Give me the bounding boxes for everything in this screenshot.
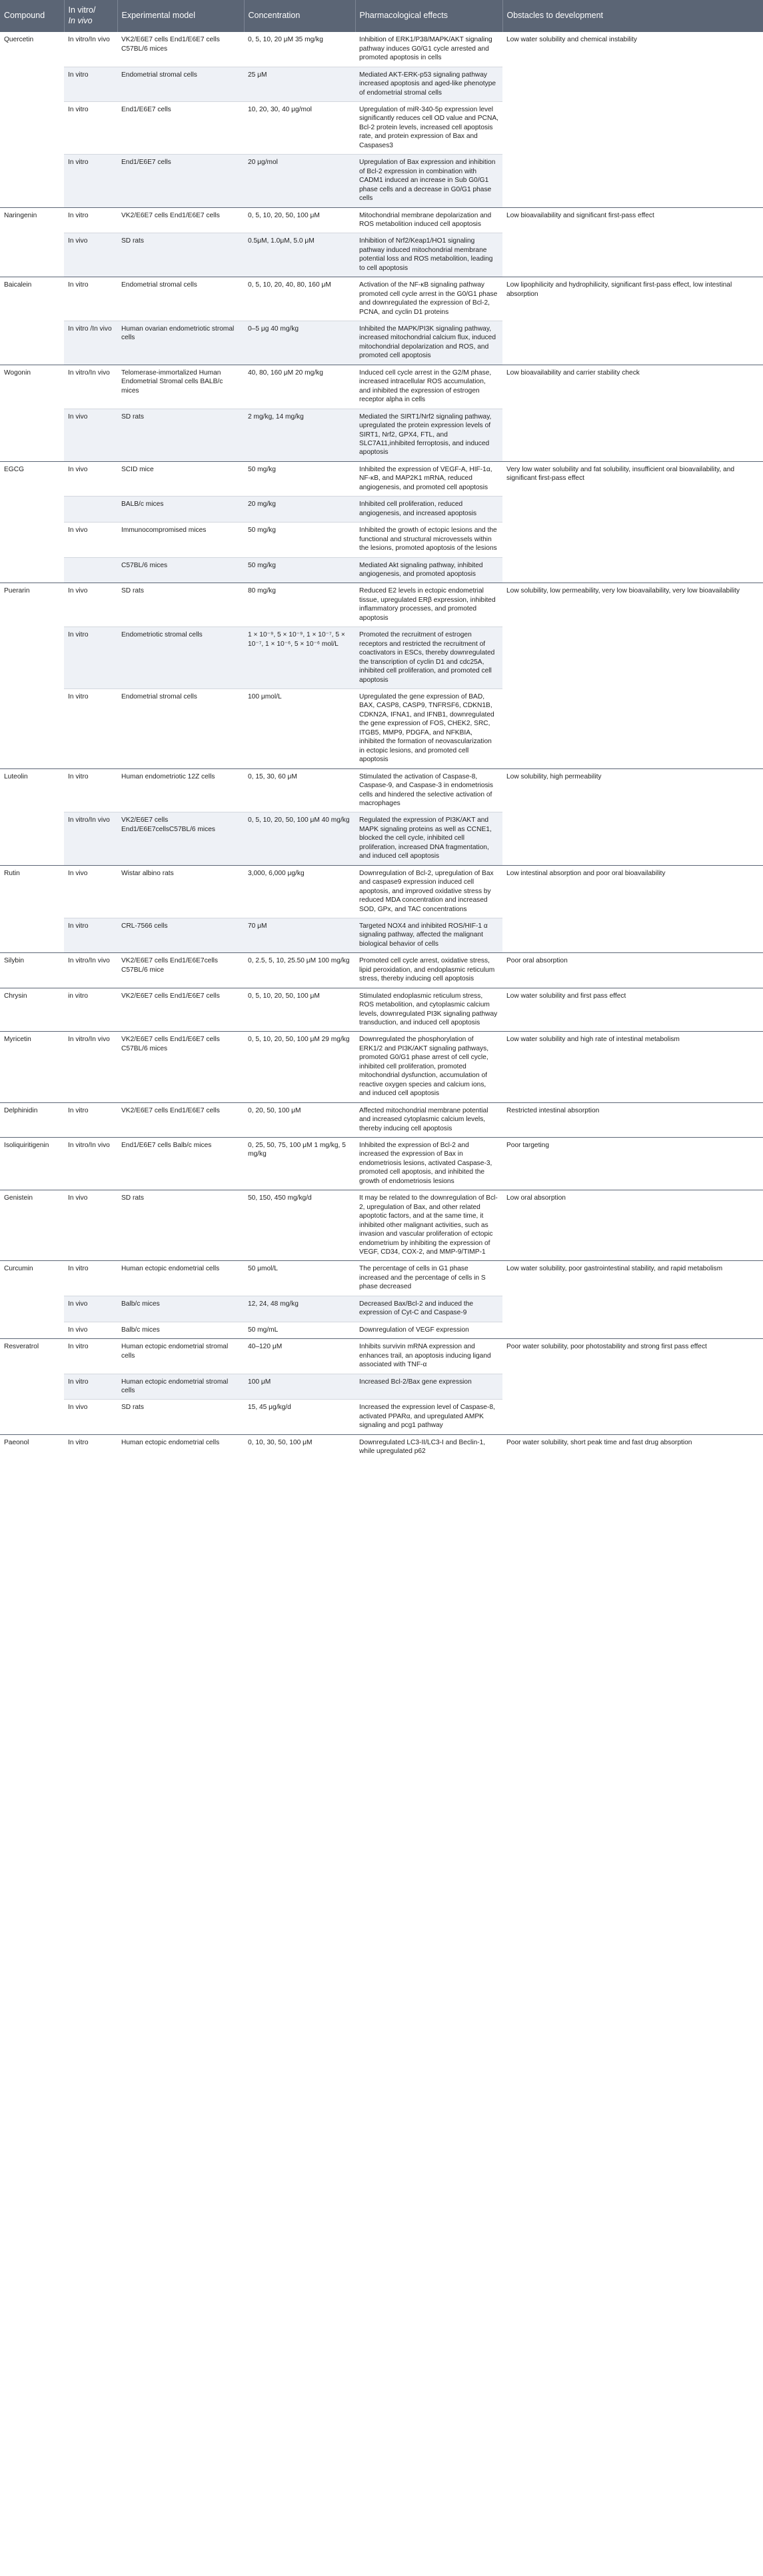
compound-cell: Isoliquiritigenin [0, 1138, 64, 1190]
model-cell: SD rats [117, 409, 244, 461]
invitro-cell: In vitro [64, 67, 117, 101]
invitro-cell: In vitro [64, 918, 117, 952]
effect-cell: Increased Bcl-2/Bax gene expression [355, 1374, 502, 1400]
invitro-cell: In vitro [64, 155, 117, 207]
effect-cell: Inhibited the MAPK/PI3K signaling pathway, increased mitochondrial calcium flux, induced mitochondrial depolarization and ROS, and promoted cell apoptosis [355, 321, 502, 365]
model-cell: Telomerase-immortalized Human Endometrial Stromal cells BALB/c mices [117, 365, 244, 409]
header-invitro-line1: In vitro/ [68, 5, 96, 15]
model-cell: VK2/E6E7 cells End1/E6E7 cells [117, 1102, 244, 1137]
table-row [0, 988, 763, 1032]
effect-cell: Mediated Akt signaling pathway, inhibited angiogenesis, and promoted apoptosis [355, 557, 502, 583]
invitro-cell [64, 557, 117, 583]
invitro-cell: In vitro [64, 207, 117, 233]
obstacle-cell: Restricted intestinal absorption [502, 1102, 763, 1137]
invitro-cell: In vitro [64, 1339, 117, 1374]
obstacle-cell: Low oral absorption [502, 1190, 763, 1261]
concentration-cell: 70 μM [244, 918, 355, 952]
concentration-cell: 0, 25, 50, 75, 100 μM 1 mg/kg, 5 mg/kg [244, 1138, 355, 1190]
table-body [0, 32, 763, 1460]
concentration-cell: 100 μmol/L [244, 688, 355, 768]
invitro-cell: In vivo [64, 461, 117, 496]
effect-cell: Downregulated the phosphorylation of ERK1/2 and PI3K/AKT signaling pathways, promoted G0/G1 phase arrest of cell cycle, inhibited cell proliferation, promoted mitochondrial dysfunction, accumulation of reactive oxygen species and calcium ions, and induced cell apoptosis [355, 1032, 502, 1102]
effect-cell: Upregulation of Bax expression and inhibition of Bcl-2 expression in combination with CADM1 induced an increase in Sub G0/G1 phase cells and a decrease in G0/G1 phase cells [355, 155, 502, 207]
invitro-cell: In vivo [64, 409, 117, 461]
effect-cell: Targeted NOX4 and inhibited ROS/HIF-1 α signaling pathway, affected the malignant biological behavior of cells [355, 918, 502, 952]
model-cell: SCID mice [117, 461, 244, 496]
concentration-cell: 0, 20, 50, 100 μM [244, 1102, 355, 1137]
table-row [0, 768, 763, 812]
compound-cell: Wogonin [0, 365, 64, 461]
invitro-cell: In vitro [64, 1261, 117, 1296]
effect-cell: Upregulated the gene expression of BAD, BAX, CASP8, CASP9, TNFRSF6, CDKN1B, CDKN2A, IFNA1, and IFNB1, downregulated the gene expression of FOS, CHEK2, SRC, ITGB5, MMP9, PDGFA, and NFKBIA, inhibited the formation of neovascularization in ectopic lesions, and promoted cell apoptosis [355, 688, 502, 768]
obstacle-cell: Low bioavailability and significant first-pass effect [502, 207, 763, 277]
model-cell: Human ectopic endometrial stromal cells [117, 1374, 244, 1400]
effect-cell: Promoted cell cycle arrest, oxidative stress, lipid peroxidation, and endoplasmic reticulum stress, thereby inducing cell apoptosis [355, 953, 502, 988]
model-cell: SD rats [117, 1400, 244, 1434]
concentration-cell: 3,000, 6,000 μg/kg [244, 865, 355, 918]
header-obstacles: Obstacles to development [502, 0, 763, 32]
compound-cell: Silybin [0, 953, 64, 988]
invitro-cell: In vitro/In vivo [64, 812, 117, 865]
invitro-cell: In vitro [64, 277, 117, 321]
compound-cell: Curcumin [0, 1261, 64, 1339]
concentration-cell: 1 × 10⁻⁹, 5 × 10⁻⁹, 1 × 10⁻⁷, 5 × 10⁻⁷, 1 × 10⁻⁶, 5 × 10⁻⁶ mol/L [244, 627, 355, 689]
effect-cell: Inhibited the growth of ectopic lesions and the functional and structural microvessels within the lesions, promoted apoptosis of the lesions [355, 523, 502, 557]
obstacle-cell: Poor water solubility, poor photostability and strong first pass effect [502, 1339, 763, 1435]
invitro-cell: In vitro [64, 768, 117, 812]
concentration-cell: 20 mg/kg [244, 497, 355, 523]
concentration-cell: 0, 5, 10, 20, 50, 100 μM [244, 988, 355, 1032]
model-cell: Wistar albino rats [117, 865, 244, 918]
invitro-cell: In vitro [64, 1434, 117, 1460]
table-row [0, 1261, 763, 1296]
effect-cell: Inhibited the expression of Bcl-2 and increased the expression of Bax in endometriosis lesions, activated Caspase-3, promoted cell apoptosis, and inhibited the growth of endometriosis lesions [355, 1138, 502, 1190]
invitro-cell: In vivo [64, 1190, 117, 1261]
invitro-cell: in vitro [64, 988, 117, 1032]
model-cell: Human ectopic endometrial cells [117, 1434, 244, 1460]
concentration-cell: 0.5μM, 1.0μM, 5.0 μM [244, 233, 355, 277]
table-row [0, 865, 763, 918]
obstacle-cell: Poor oral absorption [502, 953, 763, 988]
concentration-cell: 80 mg/kg [244, 583, 355, 627]
effect-cell: Downregulation of Bcl-2, upregulation of Bax and caspase9 expression induced cell apoptosis, and improved oxidative stress by reduced MDA concentration and increased SOD, GPx, and TAC concentrations [355, 865, 502, 918]
effect-cell: It may be related to the downregulation of Bcl-2, upregulation of Bax, and other related apoptotic factors, and at the same time, it inhibited other malignant activities, such as invasion and vascular proliferation of ectopic endometrium by inhibiting the expression of VEGF, CD34, COX-2, and MMP-9/TIMP-1 [355, 1190, 502, 1261]
effect-cell: Inhibition of Nrf2/Keap1/HO1 signaling pathway induced mitochondrial membrane potential loss and ROS metabolition, leading to cell apoptosis [355, 233, 502, 277]
model-cell: C57BL/6 mices [117, 557, 244, 583]
effect-cell: Stimulated the activation of Caspase-8, Caspase-9, and Caspase-3 in endometriosis cells and hindered the selective activation of macrophages [355, 768, 502, 812]
model-cell: End1/E6E7 cells [117, 155, 244, 207]
header-compound: Compound [0, 0, 64, 32]
obstacle-cell: Low solubility, low permeability, very low bioavailability, very low bioavailability [502, 583, 763, 768]
header-invitro [64, 0, 117, 32]
effect-cell: Induced cell cycle arrest in the G2/M phase, increased intracellular ROS accumulation, and inhibited the expression of estrogen receptor alpha in cells [355, 365, 502, 409]
invitro-cell: In vivo [64, 1400, 117, 1434]
concentration-cell: 0–5 μg 40 mg/kg [244, 321, 355, 365]
obstacle-cell: Low intestinal absorption and poor oral bioavailability [502, 865, 763, 953]
table-row [0, 953, 763, 988]
obstacle-cell: Low bioavailability and carrier stability check [502, 365, 763, 461]
table-row [0, 1138, 763, 1190]
compound-cell: Resveratrol [0, 1339, 64, 1435]
concentration-cell: 15, 45 μg/kg/d [244, 1400, 355, 1434]
effect-cell: Decreased Bax/Bcl-2 and induced the expression of Cyt-C and Caspase-9 [355, 1296, 502, 1322]
compound-cell: Delphinidin [0, 1102, 64, 1137]
invitro-cell [64, 497, 117, 523]
obstacle-cell: Low lipophilicity and hydrophilicity, significant first-pass effect, low intestinal absorption [502, 277, 763, 365]
effect-cell: Increased the expression level of Caspase-8, activated PPARα, and upregulated AMPK signaling and pcg1 pathway [355, 1400, 502, 1434]
model-cell: Human ovarian endometriotic stromal cells [117, 321, 244, 365]
compound-cell: Rutin [0, 865, 64, 953]
invitro-cell: In vitro [64, 101, 117, 154]
concentration-cell: 50 mg/kg [244, 461, 355, 496]
concentration-cell: 0, 2.5, 5, 10, 25.50 μM 100 mg/kg [244, 953, 355, 988]
table-row [0, 1032, 763, 1102]
obstacle-cell: Poor water solubility, short peak time and fast drug absorption [502, 1434, 763, 1460]
effect-cell: Inhibited the expression of VEGF-A, HIF-1α, NF-κB, and MAP2K1 mRNA, reduced angiogenesis, and promoted cell apoptosis [355, 461, 502, 496]
model-cell: Balb/c mices [117, 1322, 244, 1338]
invitro-cell: In vitro/In vivo [64, 1032, 117, 1102]
concentration-cell: 10, 20, 30, 40 μg/mol [244, 101, 355, 154]
model-cell: CRL-7566 cells [117, 918, 244, 952]
effect-cell: Mitochondrial membrane depolarization and ROS metabolition induced cell apoptosis [355, 207, 502, 233]
effect-cell: Activation of the NF-κB signaling pathway promoted cell cycle arrest in the G0/G1 phase and downregulated the expression of Bcl-2, PCNA, and cyclin D1 proteins [355, 277, 502, 321]
obstacle-cell: Low water solubility and first pass effect [502, 988, 763, 1032]
header-row [0, 0, 763, 32]
compound-cell: Luteolin [0, 768, 64, 865]
obstacle-cell: Very low water solubility and fat solubility, insufficient oral bioavailability, and significant first-pass effect [502, 461, 763, 583]
model-cell: BALB/c mices [117, 497, 244, 523]
model-cell: VK2/E6E7 cells End1/E6E7 cells C57BL/6 mices [117, 32, 244, 67]
obstacle-cell: Low solubility, high permeability [502, 768, 763, 865]
model-cell: SD rats [117, 583, 244, 627]
model-cell: Endometrial stromal cells [117, 67, 244, 101]
compound-cell: Chrysin [0, 988, 64, 1032]
invitro-cell: In vivo [64, 523, 117, 557]
concentration-cell: 2 mg/kg, 14 mg/kg [244, 409, 355, 461]
obstacle-cell: Low water solubility, poor gastrointestinal stability, and rapid metabolism [502, 1261, 763, 1339]
compound-cell: Baicalein [0, 277, 64, 365]
compound-cell: Paeonol [0, 1434, 64, 1460]
effect-cell: Affected mitochondrial membrane potential and increased cytoplasmic calcium levels, thereby inducing cell apoptosis [355, 1102, 502, 1137]
concentration-cell: 0, 5, 10, 20, 40, 80, 160 μM [244, 277, 355, 321]
table-row [0, 32, 763, 67]
invitro-cell: In vitro [64, 688, 117, 768]
invitro-cell: In vitro [64, 627, 117, 689]
invitro-cell: In vitro [64, 1102, 117, 1137]
concentration-cell: 50 mg/kg [244, 523, 355, 557]
model-cell: Endometrial stromal cells [117, 688, 244, 768]
concentration-cell: 0, 5, 10, 20, 50, 100 μM 29 mg/kg [244, 1032, 355, 1102]
model-cell: VK2/E6E7 cells End1/E6E7 cells [117, 207, 244, 233]
invitro-cell: In vitro/In vivo [64, 953, 117, 988]
table-row [0, 1102, 763, 1137]
effect-cell: Reduced E2 levels in ectopic endometrial tissue, upregulated ERβ expression, inhibited inflammatory processes, and promoted apoptosis [355, 583, 502, 627]
effect-cell: Downregulated LC3-II/LC3-I and Beclin-1, while upregulated p62 [355, 1434, 502, 1460]
concentration-cell: 0, 5, 10, 20, 50, 100 μM [244, 207, 355, 233]
header-effects: Pharmacological effects [355, 0, 502, 32]
effect-cell: Promoted the recruitment of estrogen receptors and restricted the recruitment of coactivators in ESCs, thereby downregulated the transcription of cyclin D1 and cdc25A, inhibited cell proliferation, and promoted cell apoptosis [355, 627, 502, 689]
effect-cell: Upregulation of miR-340-5p expression level significantly reduces cell OD value and PCNA, Bcl-2 protein levels, increased cell apoptosis rate, and protein expression of Bax and Caspases3 [355, 101, 502, 154]
model-cell: Human ectopic endometrial cells [117, 1261, 244, 1296]
effect-cell: Stimulated endoplasmic reticulum stress, ROS metabolition, and cytoplasmic calcium levels, downregulated PI3K signaling pathway transduction, and induced cell apoptosis [355, 988, 502, 1032]
table-row [0, 1190, 763, 1261]
table-row [0, 1339, 763, 1374]
model-cell: Human endometriotic 12Z cells [117, 768, 244, 812]
effect-cell: Inhibited cell proliferation, reduced angiogenesis, and increased apoptosis [355, 497, 502, 523]
effect-cell: Mediated the SIRT1/Nrf2 signaling pathway, upregulated the protein expression levels of SIRT1, Nrf2, GPX4, FTL, and SLC7A11,inhibited ferroptosis, and induced apoptosis [355, 409, 502, 461]
concentration-cell: 50 mg/mL [244, 1322, 355, 1338]
compound-cell: Quercetin [0, 32, 64, 207]
model-cell: SD rats [117, 233, 244, 277]
model-cell: VK2/E6E7 cells End1/E6E7 cells C57BL/6 mices [117, 1032, 244, 1102]
obstacle-cell: Low water solubility and high rate of intestinal metabolism [502, 1032, 763, 1102]
invitro-cell: In vitro/In vivo [64, 365, 117, 409]
concentration-cell: 12, 24, 48 mg/kg [244, 1296, 355, 1322]
invitro-cell: In vivo [64, 583, 117, 627]
invitro-cell: In vitro/In vivo [64, 1138, 117, 1190]
concentration-cell: 20 μg/mol [244, 155, 355, 207]
invitro-cell: In vitro /In vivo [64, 321, 117, 365]
effect-cell: The percentage of cells in G1 phase increased and the percentage of cells in S phase decreased [355, 1261, 502, 1296]
model-cell: SD rats [117, 1190, 244, 1261]
invitro-cell: In vitro [64, 1374, 117, 1400]
compound-cell: Genistein [0, 1190, 64, 1261]
effect-cell: Downregulation of VEGF expression [355, 1322, 502, 1338]
concentration-cell: 50, 150, 450 mg/kg/d [244, 1190, 355, 1261]
obstacle-cell: Poor targeting [502, 1138, 763, 1190]
table-row [0, 583, 763, 627]
model-cell: VK2/E6E7 cells End1/E6E7cellsC57BL/6 mices [117, 812, 244, 865]
compound-cell: EGCG [0, 461, 64, 583]
model-cell: End1/E6E7 cells Balb/c mices [117, 1138, 244, 1190]
header-invitro-line2: In vivo [68, 15, 93, 25]
effect-cell: Regulated the expression of PI3K/AKT and MAPK signaling proteins as well as CCNE1, blocked the cell cycle, inhibited cell proliferation, increased DNA fragmentation, and induced cell apoptosis [355, 812, 502, 865]
model-cell: Balb/c mices [117, 1296, 244, 1322]
invitro-cell: In vivo [64, 865, 117, 918]
effect-cell: Inhibition of ERK1/P38/MAPK/AKT signaling pathway induces G0/G1 cycle arrested and promoted apoptosis in cells [355, 32, 502, 67]
invitro-cell: In vivo [64, 1322, 117, 1338]
table-row [0, 1434, 763, 1460]
model-cell: Endometrial stromal cells [117, 277, 244, 321]
concentration-cell: 25 μM [244, 67, 355, 101]
concentration-cell: 50 μmol/L [244, 1261, 355, 1296]
compound-cell: Puerarin [0, 583, 64, 768]
obstacle-cell: Low water solubility and chemical instability [502, 32, 763, 207]
model-cell: VK2/E6E7 cells End1/E6E7cells C57BL/6 mice [117, 953, 244, 988]
compound-cell: Naringenin [0, 207, 64, 277]
header-model: Experimental model [117, 0, 244, 32]
concentration-cell: 100 μM [244, 1374, 355, 1400]
invitro-cell: In vivo [64, 1296, 117, 1322]
concentration-cell: 50 mg/kg [244, 557, 355, 583]
concentration-cell: 40–120 μM [244, 1339, 355, 1374]
model-cell: Human ectopic endometrial stromal cells [117, 1339, 244, 1374]
model-cell: Immunocompromised mices [117, 523, 244, 557]
header-concentration: Concentration [244, 0, 355, 32]
effect-cell: Inhibits survivin mRNA expression and enhances trail, an apoptosis inducing ligand associated with TNF-α [355, 1339, 502, 1374]
model-cell: End1/E6E7 cells [117, 101, 244, 154]
table-row [0, 207, 763, 233]
concentration-cell: 40, 80, 160 μM 20 mg/kg [244, 365, 355, 409]
invitro-cell: In vivo [64, 233, 117, 277]
compound-cell: Myricetin [0, 1032, 64, 1102]
concentration-cell: 0, 5, 10, 20 μM 35 mg/kg [244, 32, 355, 67]
table-row [0, 461, 763, 496]
concentration-cell: 0, 5, 10, 20, 50, 100 μM 40 mg/kg [244, 812, 355, 865]
concentration-cell: 0, 10, 30, 50, 100 μM [244, 1434, 355, 1460]
effect-cell: Mediated AKT-ERK-p53 signaling pathway increased apoptosis and aged-like phenotype of endometrial stromal cells [355, 67, 502, 101]
model-cell: Endometriotic stromal cells [117, 627, 244, 689]
table-row [0, 365, 763, 409]
concentration-cell: 0, 15, 30, 60 μM [244, 768, 355, 812]
invitro-cell: In vitro/In vivo [64, 32, 117, 67]
table-row [0, 277, 763, 321]
model-cell: VK2/E6E7 cells End1/E6E7 cells [117, 988, 244, 1032]
